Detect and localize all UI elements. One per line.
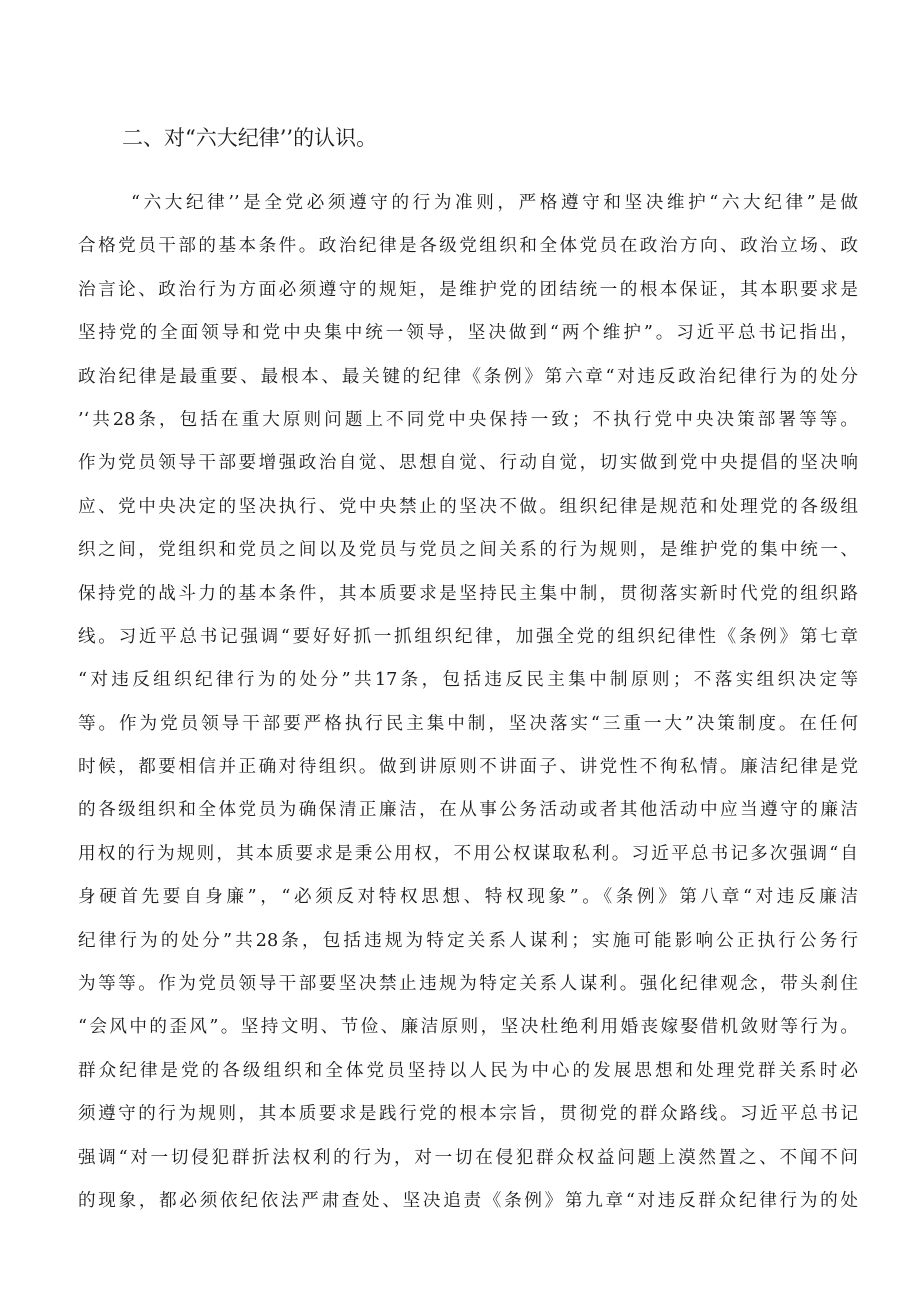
paragraph-line: 作为党员领导干部要增强政治自觉、思想自觉、行动自觉，切实做到党中央提倡的坚决响 bbox=[78, 453, 858, 474]
paragraph-line: 强调“对一切侵犯群折法权利的行为，对一切在侵犯群众权益问题上漠然置之、不闻不问 bbox=[78, 1147, 858, 1168]
paragraph-line: 为等等。作为党员领导干部要坚决禁止违规为特定关系人谋利。强化纪律观念，带头刹住 bbox=[78, 974, 858, 995]
paragraph-line: 合格党员干部的基本条件。政治纪律是各级党组织和全体党员在政治方向、政治立场、政 bbox=[78, 236, 858, 257]
paragraph-line: 用权的行为规则，其本质要求是秉公用权，不用公权谋取私利。习近平总书记多次强调“自 bbox=[78, 843, 858, 864]
body-paragraph bbox=[78, 182, 858, 1223]
paragraph-line: ’‘共28条，包括在重大原则问题上不同党中央保持一致；不执行党中央决策部署等等。 bbox=[78, 409, 858, 430]
paragraph-line: 等。作为党员领导干部要严格执行民主集中制，坚决落实“三重一大”决策制度。在任何 bbox=[78, 713, 858, 734]
paragraph-line: 时候，都要相信并正确对待组织。做到讲原则不讲面子、讲党性不徇私情。廉洁纪律是党 bbox=[78, 757, 858, 778]
paragraph-line: 治言论、政治行为方面必须遵守的规矩，是维护党的团结统一的根本保证，其本职要求是 bbox=[78, 279, 858, 300]
paragraph-line: 的各级组织和全体党员为确保清正廉洁，在从事公务活动或者其他活动中应当遵守的廉洁 bbox=[78, 800, 858, 821]
paragraph-line: 须遵守的行为规则，其本质要求是践行党的根本宗旨，贯彻党的群众路线。习近平总书记 bbox=[78, 1104, 858, 1125]
paragraph-line: 的现象，都必须依纪依法严肃查处、坚决追责《条例》第九章“对违反群众纪律行为的处 bbox=[78, 1190, 858, 1211]
paragraph-line: 政治纪律是最重要、最根本、最关键的纪律《条例》第六章“对违反政治纪律行为的处分 bbox=[78, 366, 858, 387]
paragraph-line: 坚持党的全面领导和党中央集中统一领导，坚决做到“两个维护”。习近平总书记指出， bbox=[78, 323, 858, 344]
paragraph-line: 身硬首先要自身廉”，“必须反对特权思想、特权现象”。《条例》第八章“对违反廉洁 bbox=[78, 887, 858, 908]
paragraph-line: 织之间，党组织和党员之间以及党员与党员之间关系的行为规则，是维护党的集中统一、 bbox=[78, 540, 858, 561]
paragraph-line: 纪律行为的处分”共28条，包括违规为特定关系人谋利；实施可能影响公正执行公务行 bbox=[78, 930, 858, 951]
paragraph-line: “会风中的歪风”。坚持文明、节俭、廉洁原则，坚决杜绝利用婚丧嫁娶借机敛财等行为。 bbox=[78, 1017, 858, 1038]
paragraph-line: 群众纪律是党的各级组织和全体党员坚持以人民为中心的发展思想和处理党群关系时必 bbox=[78, 1060, 858, 1081]
paragraph-line: 应、党中央决定的坚决执行、党中央禁止的坚决不做。组织纪律是规范和处理党的各级组 bbox=[78, 496, 858, 517]
paragraph-line: 线。习近平总书记强调“要好好抓一抓组织纪律，加强全党的组织纪律性《条例》第七章 bbox=[78, 626, 858, 647]
paragraph-line: “对违反组织纪律行为的处分”共17条，包括违反民主集中制原则；不落实组织决定等 bbox=[78, 670, 858, 691]
section-heading: 二、对“六大纪律’’的认识。 bbox=[122, 126, 378, 150]
paragraph-line: 保持党的战斗力的基本条件，其本质要求是坚持民主集中制，贯彻落实新时代党的组织路 bbox=[78, 583, 858, 604]
paragraph-line: “六大纪律’’是全党必须遵守的行为准则，严格遵守和坚决维护“六大纪律”是做 bbox=[131, 193, 858, 213]
